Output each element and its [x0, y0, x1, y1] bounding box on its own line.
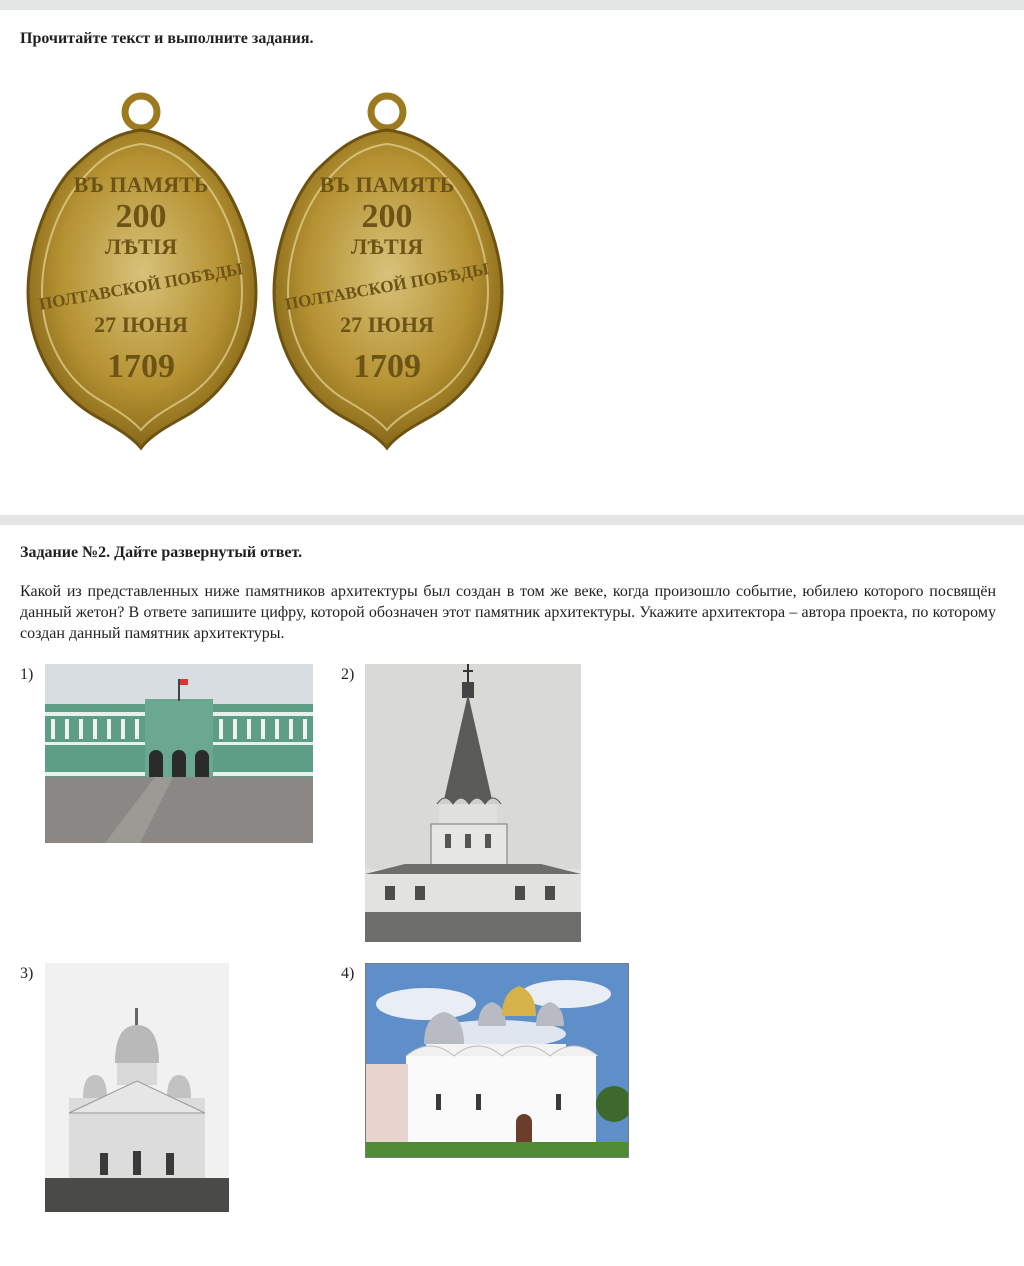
medal-copy-line-6: 1709 [353, 348, 421, 385]
medal-image-right [270, 92, 506, 457]
medal-line-3: ЛѢТІЯ [104, 234, 178, 259]
intro-heading: Прочитайте текст и выполните задания. [20, 30, 314, 47]
medal-line-6: 1709 [107, 348, 175, 385]
tent-church-photo-icon [365, 664, 581, 942]
palace-photo-icon [45, 664, 313, 843]
option-2-label: 2) [341, 666, 355, 683]
section-divider [0, 515, 1024, 525]
sofia-cathedral-photo-icon [365, 963, 629, 1158]
task-question: Какой из представленных ниже памятников архитектуры был создан в том же веке, когда произошло событие, юбилею которого посвящён данный жетон? В ответе запишите цифру, которой обозначен этот памятник архитектуры. Укажите архитектора – автора проекта, по которому создан данный памятник архитектуры. [20, 583, 996, 642]
top-divider [0, 0, 1024, 10]
medal-line-2: 200 [115, 198, 167, 235]
medal-copy-line-1: ВЪ ПАМЯТЬ [319, 172, 455, 197]
medal-copy-line-5: 27 ІЮНЯ [340, 312, 434, 337]
medal-line-4: ПОЛТАВСКОЙ ПОБѢДЫ [37, 259, 245, 314]
cathedral-photo-icon [45, 963, 229, 1212]
option-4-label: 4) [341, 965, 355, 982]
medal-image-left [24, 92, 260, 457]
task-title: Задание №2. Дайте развернутый ответ. [20, 544, 303, 561]
option-1-label: 1) [20, 666, 34, 683]
medal-line-5: 27 ІЮНЯ [94, 312, 188, 337]
medal-copy-line-4: ПОЛТАВСКОЙ ПОБѢДЫ [283, 259, 491, 314]
medal-copy-line-2: 200 [361, 198, 413, 235]
option-3-label: 3) [20, 965, 34, 982]
medal-line-1: ВЪ ПАМЯТЬ [73, 172, 209, 197]
medal-copy-line-3: ЛѢТІЯ [350, 234, 424, 259]
